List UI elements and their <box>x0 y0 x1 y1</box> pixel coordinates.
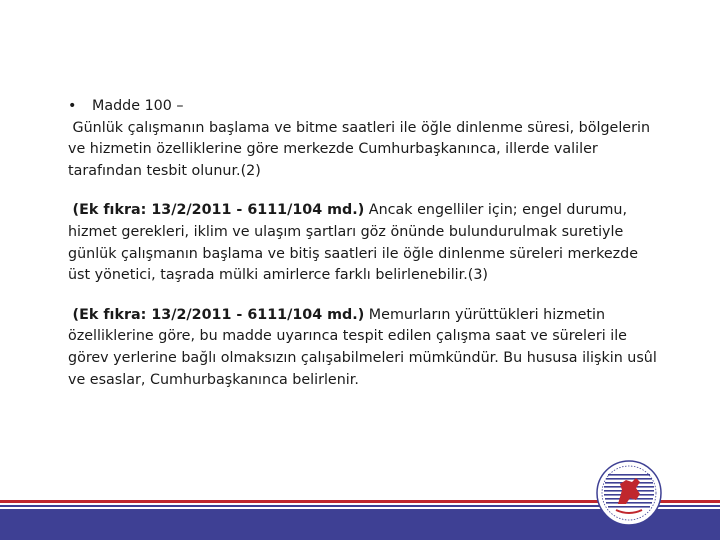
slide-content <box>68 96 658 391</box>
paragraph-1-text: Günlük çalışmanın başlama ve bitme saatleri ile öğle dinlenme süresi, bölgelerin ve hizmetin özelliklerine göre merkezde Cumhurbaşkanınca, illerde valiler tarafından tesbit olunur.(2) <box>68 119 651 179</box>
paragraph-2-text: Ancak engelliler için; engel durumu, hizmet gerekleri, iklim ve ulaşım şartları göz önünde bulundurulmak suretiyle günlük çalışmanın başlama ve bitiş saatleri ile öğle dinlenme süreleri merkezde üst yönetici, taşrada mülki amirlerce farklı belirlenebilir.(3) <box>68 202 639 284</box>
university-seal-icon <box>596 460 662 526</box>
article-heading <box>68 96 658 118</box>
paragraph-3 <box>68 305 658 391</box>
paragraph-3-label: (Ek fıkra: 13/2/2011 - 6111/104 md.) <box>72 306 365 323</box>
paragraph-2-label: (Ek fıkra: 13/2/2011 - 6111/104 md.) <box>72 202 365 219</box>
paragraph-1 <box>68 118 658 183</box>
bullet-icon: • <box>68 98 77 114</box>
article-title: Madde 100 – <box>92 98 184 114</box>
paragraph-3-text: Memurların yürüttükleri hizmetin özelliklerine göre, bu madde uyarınca tespit edilen çalışma saat ve süreleri ile görev yerlerine bağlı olmaksızın çalışabilmeleri mümkündür. Bu hususa ilişkin usûl ve esaslar, Cumhurbaşkanınca belirlenir. <box>68 306 657 388</box>
paragraph-2 <box>68 200 658 286</box>
